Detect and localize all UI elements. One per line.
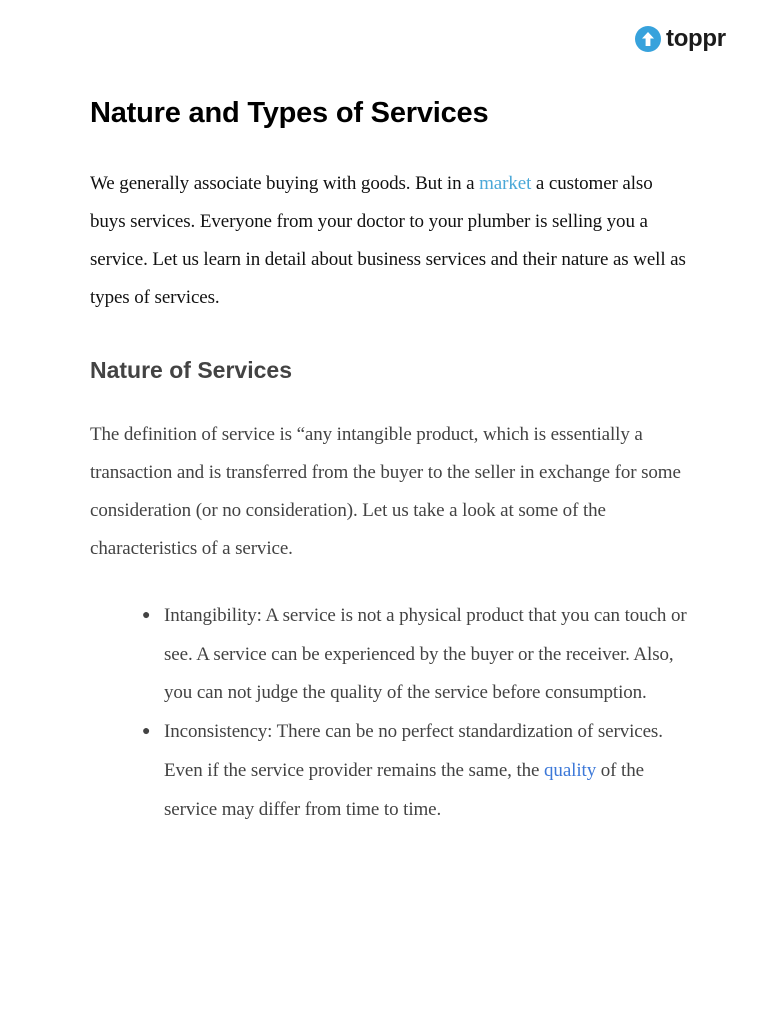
intro-paragraph xyxy=(90,165,690,317)
list-item xyxy=(142,597,690,713)
quality-link[interactable]: quality xyxy=(544,759,597,781)
characteristics-list xyxy=(90,597,690,829)
page-title: Nature and Types of Services xyxy=(90,97,489,129)
article-content xyxy=(90,94,690,829)
toppr-logo[interactable] xyxy=(635,26,726,52)
definition-paragraph: The definition of service is “any intangible product, which is essentially a transaction and is transferred from the buyer to the seller in exchange for some consideration (or no consideration). Let us take a look at some of the characteristics of a service. xyxy=(90,424,681,559)
bullet-icon: ● xyxy=(142,608,151,623)
list-item-text-after: of the service may differ from time to time. xyxy=(164,759,644,820)
intro-text-after: a customer also buys services. Everyone from your doctor to your plumber is selling you a service. Let us learn in detail about business services and their nature as well as types of services. xyxy=(90,173,686,308)
market-link[interactable]: market xyxy=(479,173,532,194)
logo-text: toppr xyxy=(666,25,726,52)
list-item-text-before: Inconsistency: There can be no perfect standardization of services. Even if the service provider remains the same, the xyxy=(164,721,663,781)
list-item-text: Intangibility: A service is not a physical product that you can touch or see. A service can be experienced by the buyer or the receiver. Also, you can not judge the quality of the service before consumption. xyxy=(164,605,687,704)
bullet-icon: ● xyxy=(142,724,151,740)
section-heading: Nature of Services xyxy=(90,357,292,383)
up-arrow-circle-icon xyxy=(635,26,661,52)
list-item xyxy=(142,713,690,829)
intro-text-before: We generally associate buying with goods. But in a xyxy=(90,173,480,194)
